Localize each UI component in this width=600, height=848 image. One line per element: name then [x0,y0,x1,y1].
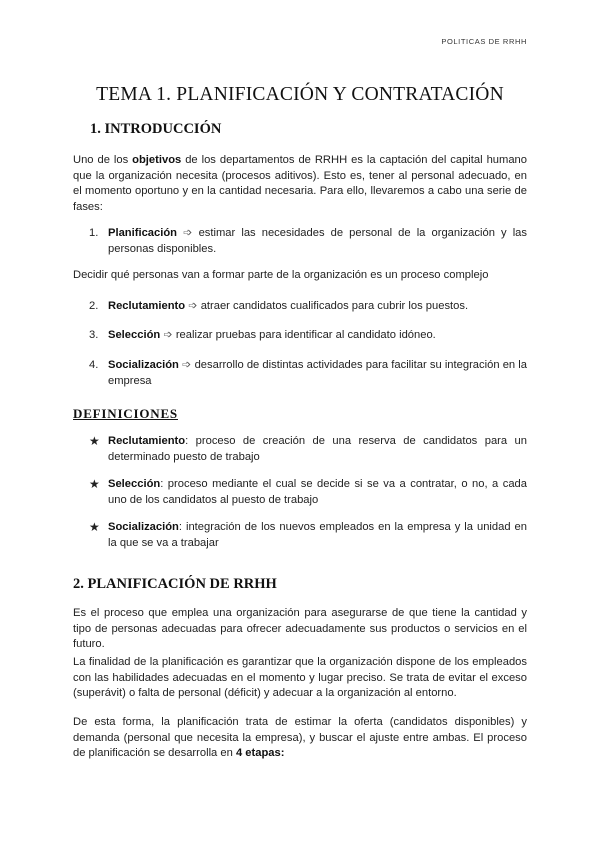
phase-term: Socialización [108,359,179,371]
phase-number: 2. [89,300,99,312]
paragraph-3-text: De esta forma, la planificación trata de estimar la oferta (candidatos disponibles) y demanda (personal que necesita la empresa), y buscar el ajuste entre ambas. El proceso de planificación se desarrolla en [73,716,527,760]
phase-term: Planificación [108,227,178,239]
page-title: TEMA 1. PLANIFICACIÓN Y CONTRATACIÓN [96,84,504,105]
star-bullet-icon: ★ [89,477,100,491]
star-bullet-icon: ★ [89,520,100,534]
intro-text-start: Uno de los [73,154,133,166]
phase-term: Reclutamiento [108,300,186,312]
definition-description: : proceso de creación de una reserva de candidatos para un determinado puesto de trabajo [108,435,527,463]
section-2-paragraph-2: La finalidad de la planificación es garantizar que la organización dispone de los empleados con las habilidades adecuadas en el momento y lugar preciso. Se trata de evitar el exceso (superávit) o falta de personal (déficit) y adecuar a la organización al entorno. [73,656,527,700]
section-2-paragraph-3 [73,715,527,762]
phase-number: 1. [89,227,99,239]
paragraph-3-bold-etapas: 4 etapas: [235,747,285,760]
phase-description: estimar las necesidades de personal de la organización y las personas disponibles. [108,227,528,255]
bridge-sentence: Decidir qué personas van a formar parte de la organización es un proceso complejo [73,269,489,281]
star-bullet-icon: ★ [89,434,100,448]
phase-description: atraer candidatos cualificados para cubrir los puestos. [200,300,469,312]
definition-term: Socialización [108,521,179,533]
section-2-paragraph-1: Es el proceso que emplea una organización para asegurarse de que tiene la cantidad y tipo de personas adecuadas para ofrecer adecuadamente sus productos o servicios en el futuro. [73,607,527,651]
definition-term: Reclutamiento [108,435,186,447]
section-1-heading: 1. INTRODUCCIÓN [90,121,222,137]
intro-paragraph [73,153,527,215]
phase-term: Selección [108,329,161,341]
arrow-icon: ➩ [177,227,199,239]
running-header: POLITICAS DE RRHH [441,37,527,46]
intro-bold-objetivos: objetivos [132,154,182,166]
arrow-icon: ➩ [160,329,176,341]
definition-description: : integración de los nuevos empleados en la empresa y la unidad en la que se va a trabajar [108,521,527,549]
phase-description: realizar pruebas para identificar al candidato idóneo. [175,329,436,341]
definition-description: : proceso mediante el cual se decide si se va a contratar, o no, a cada uno de los candidatos al puesto de trabajo [108,478,527,506]
phase-number: 4. [89,359,99,371]
definitions-heading: DEFINICIONES [73,406,178,421]
intro-text-end: de los departamentos de RRHH es la captación del capital humano que la organización necesita (procesos aditivos). Esto es, tener al personal adecuado, en el momento oportuno y en la cantidad necesaria. Para ello, llevaremos a cabo una serie de fases: [73,154,527,213]
phase-description: desarrollo de distintas actividades para facilitar su integración en la empresa [108,359,527,387]
arrow-icon: ➩ [178,359,195,371]
phase-number: 3. [89,329,99,341]
definition-term: Selección [108,478,161,490]
arrow-icon: ➩ [185,300,201,312]
section-2-heading: 2. PLANIFICACIÓN DE RRHH [73,576,277,592]
